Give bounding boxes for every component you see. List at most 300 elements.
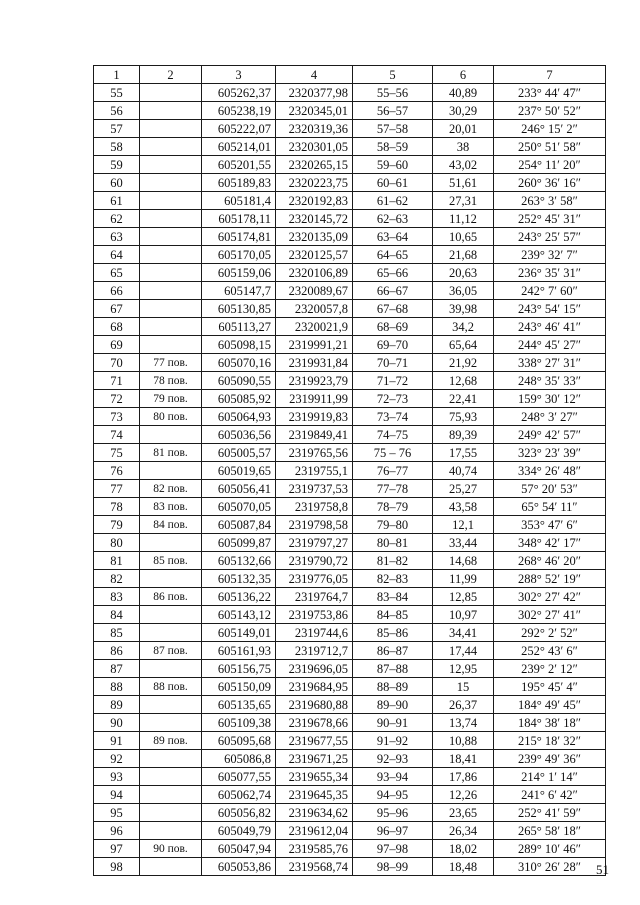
turn-point-cell [140, 786, 202, 804]
y-coordinate-cell: 2319776,05 [276, 570, 353, 588]
y-coordinate-cell: 2319755,1 [276, 462, 353, 480]
table-row [94, 264, 606, 282]
bearing-cell: 243° 46′ 41″ [494, 318, 606, 336]
y-coordinate-cell: 2320377,98 [276, 84, 353, 102]
segment-cell: 79–80 [353, 516, 433, 534]
x-coordinate-cell: 605156,75 [202, 660, 276, 678]
segment-cell: 60–61 [353, 174, 433, 192]
point-number-cell: 71 [94, 372, 140, 390]
bearing-cell: 302° 27′ 42″ [494, 588, 606, 606]
bearing-cell: 302° 27′ 41″ [494, 606, 606, 624]
point-number-cell: 67 [94, 300, 140, 318]
x-coordinate-cell: 605189,83 [202, 174, 276, 192]
table-row [94, 552, 606, 570]
turn-point-cell: 79 пов. [140, 390, 202, 408]
table-row [94, 534, 606, 552]
length-cell: 21,92 [433, 354, 494, 372]
segment-cell: 96–97 [353, 822, 433, 840]
table-row [94, 246, 606, 264]
segment-cell: 62–63 [353, 210, 433, 228]
segment-cell: 97–98 [353, 840, 433, 858]
length-cell: 39,98 [433, 300, 494, 318]
length-cell: 22,41 [433, 390, 494, 408]
turn-point-cell [140, 768, 202, 786]
segment-cell: 72–73 [353, 390, 433, 408]
segment-cell: 92–93 [353, 750, 433, 768]
table-row [94, 732, 606, 750]
point-number-cell: 61 [94, 192, 140, 210]
turn-point-cell [140, 84, 202, 102]
turn-point-cell [140, 660, 202, 678]
x-coordinate-cell: 605238,19 [202, 102, 276, 120]
point-number-cell: 62 [94, 210, 140, 228]
table-body [94, 84, 606, 876]
length-cell: 17,44 [433, 642, 494, 660]
y-coordinate-cell: 2319849,41 [276, 426, 353, 444]
y-coordinate-cell: 2319645,35 [276, 786, 353, 804]
x-coordinate-cell: 605056,82 [202, 804, 276, 822]
table-row [94, 624, 606, 642]
point-number-cell: 84 [94, 606, 140, 624]
table-row [94, 282, 606, 300]
turn-point-cell [140, 750, 202, 768]
y-coordinate-cell: 2319790,72 [276, 552, 353, 570]
x-coordinate-cell: 605262,37 [202, 84, 276, 102]
length-cell: 18,41 [433, 750, 494, 768]
length-cell: 40,89 [433, 84, 494, 102]
column-header: 1 [94, 66, 140, 84]
x-coordinate-cell: 605174,81 [202, 228, 276, 246]
point-number-cell: 78 [94, 498, 140, 516]
turn-point-cell [140, 120, 202, 138]
segment-cell: 83–84 [353, 588, 433, 606]
turn-point-cell [140, 282, 202, 300]
length-cell: 11,12 [433, 210, 494, 228]
bearing-cell: 252° 43′ 6″ [494, 642, 606, 660]
table-row [94, 462, 606, 480]
x-coordinate-cell: 605085,92 [202, 390, 276, 408]
point-number-cell: 68 [94, 318, 140, 336]
length-cell: 36,05 [433, 282, 494, 300]
segment-cell: 64–65 [353, 246, 433, 264]
turn-point-cell [140, 624, 202, 642]
point-number-cell: 90 [94, 714, 140, 732]
point-number-cell: 58 [94, 138, 140, 156]
bearing-cell: 265° 58′ 18″ [494, 822, 606, 840]
length-cell: 14,68 [433, 552, 494, 570]
x-coordinate-cell: 605036,56 [202, 426, 276, 444]
turn-point-cell [140, 714, 202, 732]
y-coordinate-cell: 2319753,86 [276, 606, 353, 624]
point-number-cell: 74 [94, 426, 140, 444]
segment-cell: 88–89 [353, 678, 433, 696]
table-row [94, 426, 606, 444]
point-number-cell: 56 [94, 102, 140, 120]
table-row [94, 588, 606, 606]
point-number-cell: 77 [94, 480, 140, 498]
y-coordinate-cell: 2320135,09 [276, 228, 353, 246]
bearing-cell: 248° 35′ 33″ [494, 372, 606, 390]
table-row [94, 642, 606, 660]
segment-cell: 89–90 [353, 696, 433, 714]
point-number-cell: 59 [94, 156, 140, 174]
x-coordinate-cell: 605132,66 [202, 552, 276, 570]
turn-point-cell: 81 пов. [140, 444, 202, 462]
bearing-cell: 353° 47′ 6″ [494, 516, 606, 534]
x-coordinate-cell: 605086,8 [202, 750, 276, 768]
point-number-cell: 80 [94, 534, 140, 552]
turn-point-cell [140, 192, 202, 210]
length-cell: 12,26 [433, 786, 494, 804]
x-coordinate-cell: 605087,84 [202, 516, 276, 534]
turn-point-cell [140, 300, 202, 318]
point-number-cell: 55 [94, 84, 140, 102]
y-coordinate-cell: 2320089,67 [276, 282, 353, 300]
segment-cell: 55–56 [353, 84, 433, 102]
length-cell: 26,37 [433, 696, 494, 714]
table-row [94, 858, 606, 876]
turn-point-cell: 78 пов. [140, 372, 202, 390]
bearing-cell: 246° 15′ 2″ [494, 120, 606, 138]
turn-point-cell: 84 пов. [140, 516, 202, 534]
bearing-cell: 268° 46′ 20″ [494, 552, 606, 570]
length-cell: 18,48 [433, 858, 494, 876]
bearing-cell: 195° 45′ 4″ [494, 678, 606, 696]
point-number-cell: 64 [94, 246, 140, 264]
table-row [94, 336, 606, 354]
table-row [94, 750, 606, 768]
point-number-cell: 79 [94, 516, 140, 534]
x-coordinate-cell: 605181,4 [202, 192, 276, 210]
bearing-cell: 254° 11′ 20″ [494, 156, 606, 174]
bearing-cell: 263° 3′ 58″ [494, 192, 606, 210]
y-coordinate-cell: 2320345,01 [276, 102, 353, 120]
column-header: 6 [433, 66, 494, 84]
segment-cell: 77–78 [353, 480, 433, 498]
segment-cell: 66–67 [353, 282, 433, 300]
y-coordinate-cell: 2319612,04 [276, 822, 353, 840]
y-coordinate-cell: 2319919,83 [276, 408, 353, 426]
segment-cell: 85–86 [353, 624, 433, 642]
bearing-cell: 214° 1′ 14″ [494, 768, 606, 786]
y-coordinate-cell: 2319737,53 [276, 480, 353, 498]
point-number-cell: 66 [94, 282, 140, 300]
y-coordinate-cell: 2320265,15 [276, 156, 353, 174]
table-row [94, 138, 606, 156]
bearing-cell: 252° 41′ 59″ [494, 804, 606, 822]
point-number-cell: 87 [94, 660, 140, 678]
bearing-cell: 239° 49′ 36″ [494, 750, 606, 768]
x-coordinate-cell: 605143,12 [202, 606, 276, 624]
bearing-cell: 242° 7′ 60″ [494, 282, 606, 300]
length-cell: 33,44 [433, 534, 494, 552]
x-coordinate-cell: 605132,35 [202, 570, 276, 588]
segment-cell: 98–99 [353, 858, 433, 876]
bearing-cell: 252° 45′ 31″ [494, 210, 606, 228]
y-coordinate-cell: 2319797,27 [276, 534, 353, 552]
segment-cell: 90–91 [353, 714, 433, 732]
table-header-row [94, 66, 606, 84]
turn-point-cell [140, 318, 202, 336]
table-row [94, 822, 606, 840]
y-coordinate-cell: 2319568,74 [276, 858, 353, 876]
point-number-cell: 75 [94, 444, 140, 462]
x-coordinate-cell: 605201,55 [202, 156, 276, 174]
x-coordinate-cell: 605077,55 [202, 768, 276, 786]
x-coordinate-cell: 605222,07 [202, 120, 276, 138]
y-coordinate-cell: 2319991,21 [276, 336, 353, 354]
length-cell: 12,1 [433, 516, 494, 534]
coordinates-table [93, 65, 606, 876]
x-coordinate-cell: 605049,79 [202, 822, 276, 840]
x-coordinate-cell: 605098,15 [202, 336, 276, 354]
length-cell: 43,58 [433, 498, 494, 516]
bearing-cell: 310° 26′ 28″ [494, 858, 606, 876]
x-coordinate-cell: 605095,68 [202, 732, 276, 750]
segment-cell: 87–88 [353, 660, 433, 678]
turn-point-cell [140, 696, 202, 714]
y-coordinate-cell: 2319931,84 [276, 354, 353, 372]
segment-cell: 70–71 [353, 354, 433, 372]
bearing-cell: 250° 51′ 58″ [494, 138, 606, 156]
point-number-cell: 98 [94, 858, 140, 876]
bearing-cell: 233° 44′ 47″ [494, 84, 606, 102]
table-row [94, 390, 606, 408]
length-cell: 38 [433, 138, 494, 156]
segment-cell: 91–92 [353, 732, 433, 750]
x-coordinate-cell: 605136,22 [202, 588, 276, 606]
y-coordinate-cell: 2319585,76 [276, 840, 353, 858]
y-coordinate-cell: 2320319,36 [276, 120, 353, 138]
y-coordinate-cell: 2320057,8 [276, 300, 353, 318]
point-number-cell: 70 [94, 354, 140, 372]
x-coordinate-cell: 605056,41 [202, 480, 276, 498]
turn-point-cell [140, 228, 202, 246]
table-row [94, 210, 606, 228]
x-coordinate-cell: 605159,06 [202, 264, 276, 282]
table-row [94, 120, 606, 138]
y-coordinate-cell: 2319655,34 [276, 768, 353, 786]
length-cell: 51,61 [433, 174, 494, 192]
y-coordinate-cell: 2319798,58 [276, 516, 353, 534]
y-coordinate-cell: 2319680,88 [276, 696, 353, 714]
turn-point-cell [140, 570, 202, 588]
point-number-cell: 60 [94, 174, 140, 192]
length-cell: 26,34 [433, 822, 494, 840]
bearing-cell: 323° 23′ 39″ [494, 444, 606, 462]
point-number-cell: 91 [94, 732, 140, 750]
segment-cell: 75 – 76 [353, 444, 433, 462]
segment-cell: 86–87 [353, 642, 433, 660]
length-cell: 34,2 [433, 318, 494, 336]
length-cell: 12,68 [433, 372, 494, 390]
length-cell: 17,55 [433, 444, 494, 462]
y-coordinate-cell: 2319911,99 [276, 390, 353, 408]
turn-point-cell: 89 пов. [140, 732, 202, 750]
x-coordinate-cell: 605053,86 [202, 858, 276, 876]
table-row [94, 606, 606, 624]
table-row [94, 516, 606, 534]
bearing-cell: 184° 38′ 18″ [494, 714, 606, 732]
point-number-cell: 97 [94, 840, 140, 858]
table-row [94, 174, 606, 192]
turn-point-cell [140, 210, 202, 228]
segment-cell: 71–72 [353, 372, 433, 390]
turn-point-cell: 87 пов. [140, 642, 202, 660]
length-cell: 11,99 [433, 570, 494, 588]
column-header: 3 [202, 66, 276, 84]
y-coordinate-cell: 2320145,72 [276, 210, 353, 228]
bearing-cell: 184° 49′ 45″ [494, 696, 606, 714]
table-row [94, 480, 606, 498]
segment-cell: 61–62 [353, 192, 433, 210]
table-row [94, 102, 606, 120]
table-row [94, 228, 606, 246]
turn-point-cell [140, 804, 202, 822]
turn-point-cell [140, 462, 202, 480]
table-row [94, 444, 606, 462]
point-number-cell: 76 [94, 462, 140, 480]
turn-point-cell [140, 174, 202, 192]
length-cell: 65,64 [433, 336, 494, 354]
length-cell: 10,65 [433, 228, 494, 246]
turn-point-cell: 83 пов. [140, 498, 202, 516]
y-coordinate-cell: 2320021,9 [276, 318, 353, 336]
bearing-cell: 241° 6′ 42″ [494, 786, 606, 804]
segment-cell: 68–69 [353, 318, 433, 336]
segment-cell: 78–79 [353, 498, 433, 516]
length-cell: 40,74 [433, 462, 494, 480]
point-number-cell: 69 [94, 336, 140, 354]
table-row [94, 372, 606, 390]
point-number-cell: 65 [94, 264, 140, 282]
turn-point-cell [140, 534, 202, 552]
bearing-cell: 288° 52′ 19″ [494, 570, 606, 588]
y-coordinate-cell: 2319764,7 [276, 588, 353, 606]
y-coordinate-cell: 2319634,62 [276, 804, 353, 822]
bearing-cell: 244° 45′ 27″ [494, 336, 606, 354]
bearing-cell: 239° 2′ 12″ [494, 660, 606, 678]
page-number: 51 [596, 862, 609, 877]
y-coordinate-cell: 2319684,95 [276, 678, 353, 696]
x-coordinate-cell: 605130,85 [202, 300, 276, 318]
length-cell: 15 [433, 678, 494, 696]
table-row [94, 804, 606, 822]
table-row [94, 192, 606, 210]
y-coordinate-cell: 2319744,6 [276, 624, 353, 642]
length-cell: 20,01 [433, 120, 494, 138]
segment-cell: 58–59 [353, 138, 433, 156]
turn-point-cell [140, 336, 202, 354]
segment-cell: 67–68 [353, 300, 433, 318]
x-coordinate-cell: 605005,57 [202, 444, 276, 462]
y-coordinate-cell: 2319678,66 [276, 714, 353, 732]
table-row [94, 408, 606, 426]
bearing-cell: 57° 20′ 53″ [494, 480, 606, 498]
turn-point-cell [140, 156, 202, 174]
turn-point-cell [140, 246, 202, 264]
turn-point-cell: 88 пов. [140, 678, 202, 696]
bearing-cell: 159° 30′ 12″ [494, 390, 606, 408]
bearing-cell: 65° 54′ 11″ [494, 498, 606, 516]
length-cell: 43,02 [433, 156, 494, 174]
length-cell: 23,65 [433, 804, 494, 822]
column-header: 2 [140, 66, 202, 84]
x-coordinate-cell: 605062,74 [202, 786, 276, 804]
bearing-cell: 237° 50′ 52″ [494, 102, 606, 120]
table-row [94, 786, 606, 804]
y-coordinate-cell: 2319671,25 [276, 750, 353, 768]
turn-point-cell [140, 264, 202, 282]
point-number-cell: 86 [94, 642, 140, 660]
bearing-cell: 334° 26′ 48″ [494, 462, 606, 480]
point-number-cell: 94 [94, 786, 140, 804]
table-row [94, 714, 606, 732]
segment-cell: 84–85 [353, 606, 433, 624]
x-coordinate-cell: 605113,27 [202, 318, 276, 336]
bearing-cell: 292° 2′ 52″ [494, 624, 606, 642]
table-row [94, 768, 606, 786]
segment-cell: 80–81 [353, 534, 433, 552]
bearing-cell: 338° 27′ 31″ [494, 354, 606, 372]
turn-point-cell [140, 138, 202, 156]
x-coordinate-cell: 605090,55 [202, 372, 276, 390]
turn-point-cell: 80 пов. [140, 408, 202, 426]
segment-cell: 65–66 [353, 264, 433, 282]
table-row [94, 354, 606, 372]
x-coordinate-cell: 605178,11 [202, 210, 276, 228]
length-cell: 30,29 [433, 102, 494, 120]
segment-cell: 59–60 [353, 156, 433, 174]
turn-point-cell: 82 пов. [140, 480, 202, 498]
segment-cell: 56–57 [353, 102, 433, 120]
segment-cell: 95–96 [353, 804, 433, 822]
point-number-cell: 96 [94, 822, 140, 840]
segment-cell: 74–75 [353, 426, 433, 444]
point-number-cell: 95 [94, 804, 140, 822]
x-coordinate-cell: 605064,93 [202, 408, 276, 426]
bearing-cell: 236° 35′ 31″ [494, 264, 606, 282]
point-number-cell: 89 [94, 696, 140, 714]
length-cell: 17,86 [433, 768, 494, 786]
x-coordinate-cell: 605109,38 [202, 714, 276, 732]
turn-point-cell: 90 пов. [140, 840, 202, 858]
y-coordinate-cell: 2320106,89 [276, 264, 353, 282]
bearing-cell: 348° 42′ 17″ [494, 534, 606, 552]
length-cell: 13,74 [433, 714, 494, 732]
y-coordinate-cell: 2319677,55 [276, 732, 353, 750]
coordinates-table-container [93, 65, 605, 876]
point-number-cell: 81 [94, 552, 140, 570]
bearing-cell: 289° 10′ 46″ [494, 840, 606, 858]
segment-cell: 93–94 [353, 768, 433, 786]
segment-cell: 76–77 [353, 462, 433, 480]
x-coordinate-cell: 605170,05 [202, 246, 276, 264]
point-number-cell: 92 [94, 750, 140, 768]
length-cell: 89,39 [433, 426, 494, 444]
point-number-cell: 63 [94, 228, 140, 246]
turn-point-cell: 86 пов. [140, 588, 202, 606]
segment-cell: 81–82 [353, 552, 433, 570]
y-coordinate-cell: 2319696,05 [276, 660, 353, 678]
table-row [94, 840, 606, 858]
bearing-cell: 248° 3′ 27″ [494, 408, 606, 426]
length-cell: 10,88 [433, 732, 494, 750]
x-coordinate-cell: 605070,05 [202, 498, 276, 516]
turn-point-cell [140, 858, 202, 876]
bearing-cell: 249° 42′ 57″ [494, 426, 606, 444]
segment-cell: 63–64 [353, 228, 433, 246]
